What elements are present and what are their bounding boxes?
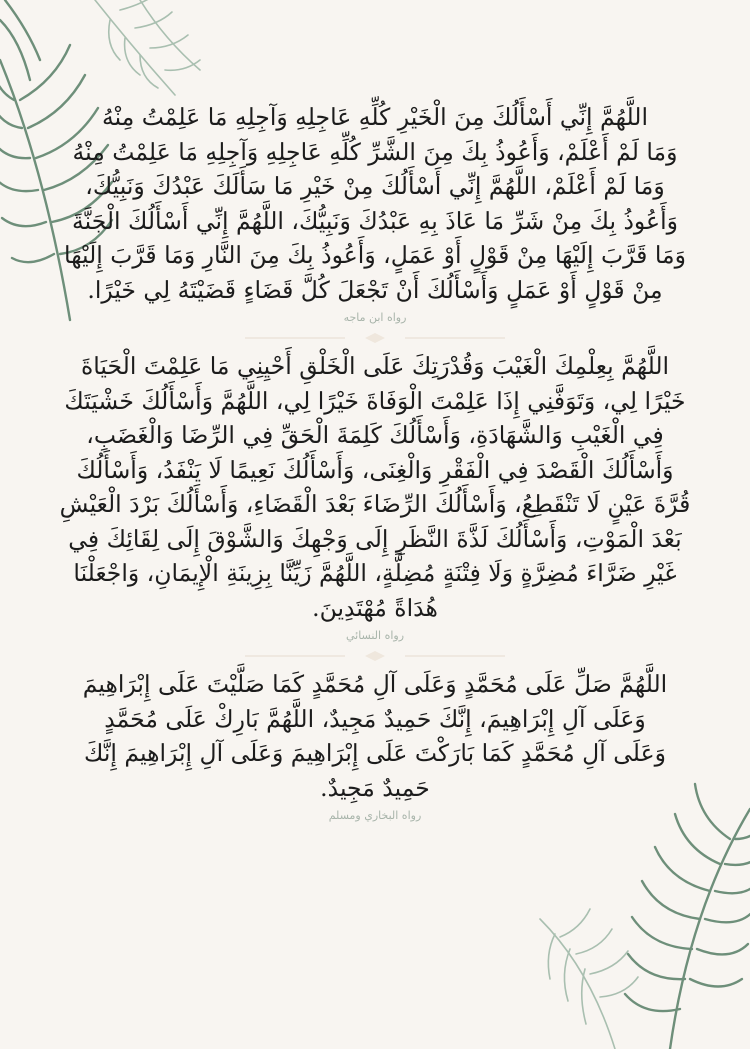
dua-block-1 bbox=[58, 100, 692, 327]
dua-line: وَأَعُوذُ بِكَ مِنْ شَرِّ مَا عَاذَ بِهِ عَبْدُكَ وَنَبِيُّكَ، اللَّهُمَّ إِنِّي أَسْأَلُكَ الْجَنَّةَ bbox=[72, 206, 678, 235]
dua-text bbox=[58, 667, 692, 805]
source-citation: رواه النسائي bbox=[345, 629, 405, 642]
dua-line: فِي الْغَيْبِ وَالشَّهَادَةِ، وَأَسْأَلُكَ كَلِمَةَ الْحَقِّ فِي الرِّضَا وَالْغَضَبِ، bbox=[86, 421, 664, 449]
dua-line: وَعَلَى آلِ إِبْرَاهِيمَ، إِنَّكَ حَمِيدٌ مَجِيدٌ، اللَّهُمَّ بَارِكْ عَلَى مُحَمَّدٍ bbox=[104, 704, 646, 733]
source-citation: رواه البخاري ومسلم bbox=[328, 809, 422, 822]
dua-line: اللَّهُمَّ بِعِلْمِكَ الْغَيْبَ وَقُدْرَتِكَ عَلَى الْخَلْقِ أَحْيِنِي مَا عَلِمْتَ الْحَيَاةَ bbox=[80, 352, 670, 380]
dua-line: بَعْدَ الْمَوْتِ، وَأَسْأَلُكَ لَذَّةَ النَّظَرِ إِلَى وَجْهِكَ وَالشَّوْقَ إِلَى لِقَائِكَ فِي bbox=[68, 524, 682, 553]
divider-ornament-icon bbox=[245, 333, 505, 343]
divider bbox=[58, 327, 692, 349]
dua-block-2 bbox=[58, 349, 692, 645]
dua-line: حَمِيدٌ مَجِيدٌ. bbox=[320, 773, 430, 802]
dua-line: وَمَا لَمْ أَعْلَمْ، اللَّهُمَّ إِنِّي أَسْأَلُكَ مِنْ خَيْرِ مَا سَأَلَكَ عَبْدُكَ وَنَبِيُّكَ، bbox=[85, 172, 665, 200]
dua-line: وَمَا قَرَّبَ إِلَيْهَا مِنْ قَوْلٍ أَوْ عَمَلٍ، وَأَعُوذُ بِكَ مِنَ النَّارِ وَمَا قَرَّبَ إِلَيْهَا bbox=[64, 241, 686, 269]
dua-line: وَمَا لَمْ أَعْلَمْ، وَأَعُوذُ بِكَ مِنَ الشَّرِّ كُلِّهِ عَاجِلِهِ وَآجِلِهِ مَا عَلِمْتُ مِنْهُ bbox=[72, 137, 678, 166]
dua-line: اللَّهُمَّ صَلِّ عَلَى مُحَمَّدٍ وَعَلَى آلِ مُحَمَّدٍ كَمَا صَلَّيْتَ عَلَى إِبْرَاهِيمَ bbox=[82, 670, 668, 698]
source-citation: رواه ابن ماجه bbox=[343, 311, 407, 324]
dua-line: غَيْرِ ضَرَّاءَ مُضِرَّةٍ وَلَا فِتْنَةٍ مُضِلَّةٍ، اللَّهُمَّ زَيِّنَّا بِزِينَةِ الْإِيمَانِ، وَاجْعَلْنَا bbox=[73, 559, 677, 587]
dua-text bbox=[58, 100, 692, 307]
dua-line: هُدَاةً مُهْتَدِينَ. bbox=[312, 593, 438, 622]
dua-line: مِنْ قَوْلٍ أَوْ عَمَلٍ وَأَسْأَلُكَ أَنْ تَجْعَلَ كُلَّ قَضَاءٍ قَضَيْتَهُ لِي خَيْرًا. bbox=[87, 275, 663, 304]
dua-line: خَيْرًا لِي، وَتَوَفَّنِي إِذَا عَلِمْتَ الْوَفَاةَ خَيْرًا لِي، اللَّهُمَّ وَأَسْأَلُكَ خَشْيَتَكَ bbox=[64, 386, 686, 415]
dua-block-3 bbox=[58, 667, 692, 825]
dua-line: وَعَلَى آلِ مُحَمَّدٍ كَمَا بَارَكْتَ عَلَى إِبْرَاهِيمَ وَعَلَى آلِ إِبْرَاهِيمَ إِنَّكَ bbox=[84, 739, 666, 767]
divider bbox=[58, 645, 692, 667]
content bbox=[58, 100, 692, 825]
divider-ornament-icon bbox=[245, 651, 505, 661]
dua-line: وَأَسْأَلُكَ الْقَصْدَ فِي الْفَقْرِ وَالْغِنَى، وَأَسْأَلُكَ نَعِيمًا لَا يَنْفَدُ، وَأَسْأَلُكَ bbox=[76, 455, 674, 484]
dua-line: قُرَّةَ عَيْنٍ لَا تَنْقَطِعُ، وَأَسْأَلُكَ الرِّضَاءَ بَعْدَ الْقَضَاءِ، وَأَسْأَلُكَ بَرْدَ الْعَيْشِ bbox=[59, 490, 691, 518]
dua-text bbox=[58, 349, 692, 625]
dua-line: اللَّهُمَّ إِنِّي أَسْأَلُكَ مِنَ الْخَيْرِ كُلِّهِ عَاجِلِهِ وَآجِلِهِ مَا عَلِمْتُ مِنْهُ bbox=[102, 103, 648, 131]
